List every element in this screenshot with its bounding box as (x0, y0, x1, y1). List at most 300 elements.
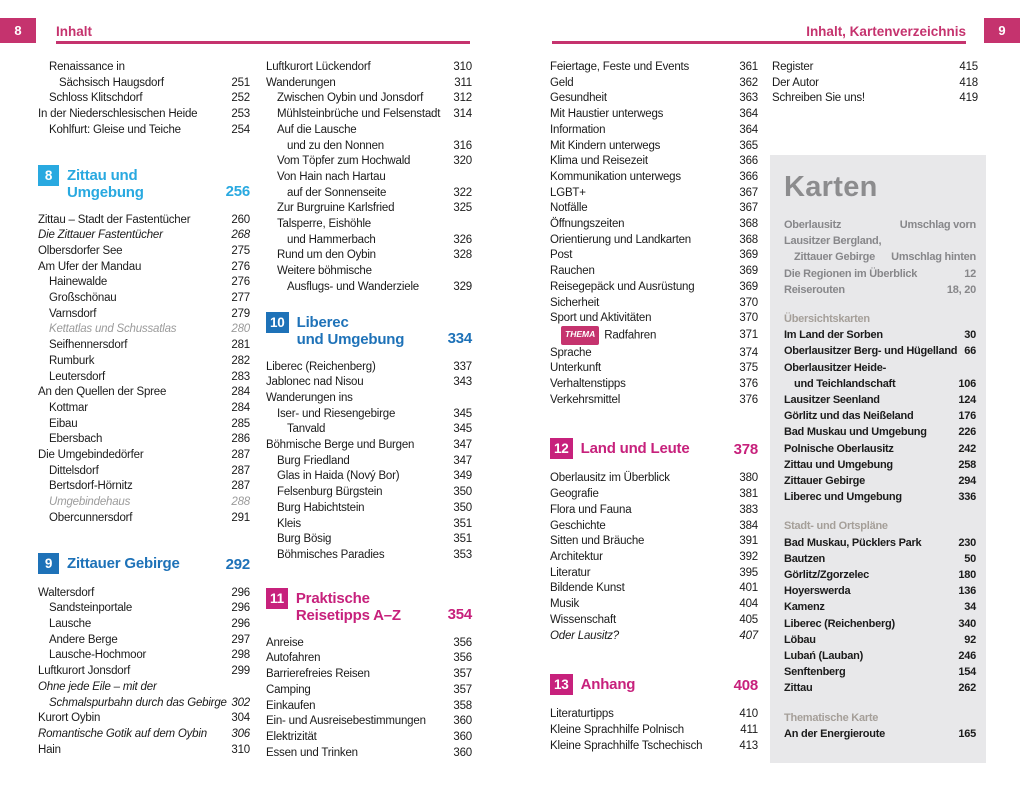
toc-entry (266, 123, 472, 139)
toc-entry (550, 503, 758, 519)
toc-entry (266, 651, 472, 667)
entry-title: Zittau – Stadt der Fastentücher (38, 213, 191, 226)
toc-entry (784, 327, 976, 343)
toc-entry (38, 244, 250, 260)
toc-entry (550, 471, 758, 487)
entry-title: Schreiben Sie uns! (772, 92, 865, 105)
entry-page-number: 279 (231, 307, 250, 320)
toc-entry (550, 248, 758, 264)
entry-title: Burg Bösig (277, 533, 332, 546)
chapter-heading (550, 674, 758, 695)
toc-column-3 (550, 60, 758, 754)
chapter-title-line: Liberec (296, 313, 349, 331)
entry-page-number: 349 (453, 470, 472, 483)
toc-entry (550, 76, 758, 92)
entry-title: Kettatlas und Schussatlas (49, 323, 177, 336)
entry-page-number: 254 (231, 123, 250, 136)
toc-entry (784, 392, 976, 408)
chapter-title (67, 165, 144, 201)
entry-title: Die Zittauer Fastentücher (38, 229, 163, 242)
entry-title: Görlitz und das Neißeland (784, 410, 914, 423)
entry-page-number: 285 (231, 417, 250, 430)
entry-title: Essen und Trinken (266, 746, 358, 759)
toc-entry (784, 457, 976, 473)
chapter-page-number: 378 (733, 441, 758, 459)
entry-title: Am Ufer der Mandau (38, 260, 142, 273)
toc-entry (266, 391, 472, 407)
entry-title: Oberlausitz im Überblick (550, 472, 670, 485)
entry-title: Gesundheit (550, 92, 607, 105)
toc-entry (38, 743, 250, 759)
entry-page-number: 366 (739, 170, 758, 183)
entry-title: Musik (550, 598, 580, 611)
toc-entry (550, 534, 758, 550)
entry-title: Mit Haustier unterwegs (550, 108, 664, 121)
entry-page-number: 364 (739, 108, 758, 121)
toc-entry (784, 249, 976, 265)
toc-entry (38, 338, 250, 354)
entry-title: Ebersbach (49, 433, 103, 446)
entry-page-number: 369 (739, 249, 758, 262)
chapter-page-number: 354 (447, 605, 472, 623)
entry-title: Geld (550, 76, 574, 89)
entry-title: Bad Muskau, Pücklers Park (784, 536, 922, 549)
entry-page-number: 165 (958, 727, 976, 740)
toc-entry (266, 683, 472, 699)
toc-entry (550, 707, 758, 723)
entry-title: Kleine Sprachhilfe Tschechisch (550, 739, 703, 752)
entry-page-number: 306 (231, 727, 250, 740)
entry-title: Oder Lausitz? (550, 629, 619, 642)
entry-page-number: 375 (739, 362, 758, 375)
entry-page-number: 316 (453, 139, 472, 152)
entry-title: Post (550, 249, 573, 262)
toc-entry (550, 566, 758, 582)
entry-page-number: 411 (740, 723, 758, 736)
entry-title: Hainewalde (49, 276, 108, 289)
spacer (38, 139, 250, 159)
entry-title: Oberlausitz (784, 219, 842, 231)
entry-title: Elektrizität (266, 730, 317, 743)
toc-entry (266, 139, 472, 155)
entry-page-number: 356 (453, 652, 472, 665)
entry-title: Luftkurort Lückendorf (266, 61, 371, 73)
entry-page-number: 280 (231, 323, 250, 336)
entry-page-number: 124 (958, 394, 976, 407)
entry-page-number: 326 (453, 233, 472, 246)
entry-page-number: 418 (959, 76, 978, 89)
entry-page-number: 395 (739, 566, 758, 579)
entry-title: Die Regionen im Überblick (784, 267, 918, 280)
entry-title: Architektur (550, 550, 603, 563)
entry-page-number: 357 (453, 683, 472, 696)
toc-entry (38, 464, 250, 480)
entry-title: Renaissance in (49, 61, 125, 73)
entry-page-number: 345 (453, 423, 472, 436)
toc-entry (266, 375, 472, 391)
entry-page-number: 350 (453, 501, 472, 514)
chapter-title (296, 588, 401, 624)
toc-entry (38, 307, 250, 323)
entry-title: Lausitzer Bergland, (784, 235, 882, 248)
entry-page-number: 401 (739, 582, 758, 595)
toc-entry (38, 385, 250, 401)
toc-entry (550, 280, 758, 296)
entry-page-number: 340 (958, 617, 976, 630)
toc-entry (550, 739, 758, 755)
chapter-number-badge: 13 (550, 674, 573, 695)
entry-title: Im Land der Sorben (784, 329, 883, 342)
toc-entry (38, 275, 250, 291)
entry-title: Lubań (Lauban) (784, 650, 863, 663)
toc-entry (784, 680, 976, 696)
entry-page-number: 302 (231, 696, 250, 709)
chapter-heading (266, 312, 472, 348)
entry-title: Ausflugs- und Wanderziele (287, 280, 420, 293)
entry-title: Weitere böhmische (277, 265, 372, 278)
toc-entry (550, 154, 758, 170)
toc-entry (266, 746, 472, 762)
maps-index-box (770, 155, 986, 763)
entry-page-number: 291 (231, 511, 250, 524)
entry-page-number: 356 (453, 636, 472, 649)
entry-title: Register (772, 61, 814, 73)
toc-entry (38, 432, 250, 448)
entry-page-number: 276 (231, 260, 250, 273)
toc-entry (38, 727, 250, 743)
toc-entry (266, 170, 472, 186)
toc-entry (266, 667, 472, 683)
entry-page-number: 310 (231, 743, 250, 756)
toc-entry (38, 586, 250, 602)
entry-title: Romantische Gotik auf dem Oybin (38, 727, 207, 740)
entry-title: Dittelsdorf (49, 464, 99, 477)
toc-entry (266, 422, 472, 438)
entry-title: Sport und Aktivitäten (550, 312, 652, 325)
toc-entry (550, 296, 758, 312)
toc-entry (38, 696, 250, 712)
spacer (266, 296, 472, 306)
entry-page-number: 320 (453, 155, 472, 168)
entry-title: Camping (266, 683, 311, 696)
toc-entry (772, 91, 978, 107)
entry-page-number: 136 (958, 585, 976, 598)
toc-entry (266, 636, 472, 652)
toc-entry (550, 139, 758, 155)
entry-page-number: 66 (964, 345, 976, 358)
toc-entry (38, 448, 250, 464)
entry-page-number: 369 (739, 280, 758, 293)
header-rule-right (552, 41, 966, 44)
chapter-heading (266, 588, 472, 624)
entry-title: Mit Kindern unterwegs (550, 139, 661, 152)
entry-title: Burg Habichtstein (277, 501, 365, 514)
entry-page-number: 251 (231, 76, 250, 89)
chapter-heading (38, 165, 250, 201)
entry-title: Senftenberg (784, 666, 846, 679)
toc-entry (550, 393, 758, 409)
entry-page-number: 18, 20 (946, 283, 976, 296)
entry-page-number: 268 (231, 229, 250, 242)
entry-title: Großschönau (49, 292, 117, 305)
entry-page-number: 282 (231, 354, 250, 367)
entry-page-number: 384 (739, 519, 758, 532)
toc-entry (38, 511, 250, 527)
entry-title: Geschichte (550, 519, 606, 532)
entry-title: Thematische Karte (784, 711, 879, 724)
entry-title: Kommunikation unterwegs (550, 170, 681, 183)
chapter-page-number: 408 (733, 677, 758, 695)
toc-entry (784, 408, 976, 424)
entry-title: An den Quellen der Spree (38, 386, 167, 399)
page-number-tab-right: 9 (984, 18, 1020, 43)
chapter-number-badge: 11 (266, 588, 288, 609)
entry-page-number: 12 (964, 267, 976, 280)
entry-page-number: 226 (958, 426, 976, 439)
header-rule-left (56, 41, 470, 44)
toc-entry (784, 473, 976, 489)
toc-entry (772, 60, 978, 76)
entry-page-number: 294 (958, 475, 976, 488)
entry-page-number: 322 (453, 186, 472, 199)
toc-entry (266, 469, 472, 485)
entry-title: Übersichtskarten (784, 313, 870, 326)
toc-entry (266, 233, 472, 249)
entry-title: Notfälle (550, 202, 588, 215)
entry-page-number: 404 (739, 598, 758, 611)
toc-entry (266, 485, 472, 501)
entry-title: Liberec und Umgebung (784, 491, 902, 504)
entry-title: Hain (38, 743, 61, 756)
entry-title: Hoyerswerda (784, 585, 851, 598)
entry-page-number: 284 (231, 401, 250, 414)
entry-page-number: 328 (453, 249, 472, 262)
entry-page-number: 367 (739, 202, 758, 215)
entry-title: Wanderungen ins (266, 391, 353, 404)
toc-entry (784, 441, 976, 457)
entry-page-number: 283 (231, 370, 250, 383)
entry-page-number: 258 (958, 458, 976, 471)
toc-entry (266, 407, 472, 423)
toc-entry (550, 487, 758, 503)
entry-title: An der Energieroute (784, 727, 885, 740)
entry-title: Verhaltenstipps (550, 378, 626, 391)
toc-entry (550, 519, 758, 535)
toc-entry (38, 60, 250, 76)
entry-title: Kurort Oybin (38, 712, 101, 725)
entry-page-number: 368 (739, 218, 758, 231)
chapter-title-line: Zittau und (67, 166, 138, 184)
entry-title: Von Hain nach Hartau (277, 170, 386, 183)
entry-title: Talsperre, Eishöhle (277, 218, 372, 231)
entry-page-number: 176 (958, 410, 976, 423)
entry-title: Ein- und Ausreisebestimmungen (266, 715, 426, 728)
entry-title: Kleine Sprachhilfe Polnisch (550, 723, 684, 736)
toc-entry (784, 632, 976, 648)
entry-page-number: 391 (739, 535, 758, 548)
entry-title: Waltersdorf (38, 586, 95, 599)
entry-page-number: 380 (739, 472, 758, 485)
toc-entry (550, 327, 758, 346)
entry-title: Vom Töpfer zum Hochwald (277, 155, 411, 168)
chapter-number-badge: 12 (550, 438, 573, 459)
entry-page-number: 242 (958, 442, 976, 455)
entry-page-number: 357 (453, 668, 472, 681)
entry-page-number: 368 (739, 233, 758, 246)
entry-page-number: 284 (231, 386, 250, 399)
entry-title: In der Niederschlesischen Heide (38, 108, 198, 121)
entry-title: Lausche (49, 617, 92, 630)
entry-page-number: 299 (231, 665, 250, 678)
entry-page-number: 369 (739, 265, 758, 278)
toc-entry (784, 616, 976, 632)
entry-title: Kottmar (49, 401, 88, 414)
toc-entry (784, 648, 976, 664)
entry-title: Zittau (784, 682, 813, 695)
toc-entry (266, 532, 472, 548)
entry-page-number: 370 (739, 312, 758, 325)
entry-page-number: 92 (964, 633, 976, 646)
spacer (550, 644, 758, 668)
toc-entry (784, 664, 976, 680)
chapter-title-line: Zittauer Gebirge (67, 554, 180, 572)
entry-page-number: 252 (231, 92, 250, 105)
toc-entry (38, 107, 250, 123)
entry-page-number: 362 (739, 76, 758, 89)
toc-entry (550, 550, 758, 566)
entry-title: LGBT+ (550, 186, 586, 199)
toc-entry (784, 583, 976, 599)
entry-title: Iser- und Riesengebirge (277, 407, 396, 420)
toc-entry (784, 266, 976, 282)
entry-title: Polnische Oberlausitz (784, 442, 894, 455)
entry-title: Jablonec nad Nisou (266, 376, 364, 389)
entry-page-number: 288 (231, 496, 250, 509)
entry-page-number: 276 (231, 276, 250, 289)
entry-title: und Hammerbach (287, 233, 376, 246)
entry-title: Rund um den Oybin (277, 249, 376, 262)
chapter-title (581, 674, 636, 693)
entry-page-number: 275 (231, 244, 250, 257)
entry-title: Sprache (550, 346, 592, 359)
toc-entry (266, 76, 472, 92)
toc-entry (38, 228, 250, 244)
toc-entry (784, 424, 976, 440)
toc-entry (784, 282, 976, 298)
entry-page-number: 392 (739, 550, 758, 563)
entry-title: Bildende Kunst (550, 582, 625, 595)
toc-entry (38, 91, 250, 107)
entry-page-number: 353 (453, 548, 472, 561)
entry-page-number: 345 (453, 407, 472, 420)
entry-title: Ohne jede Eile – mit der (38, 680, 157, 693)
spacer (266, 564, 472, 582)
entry-title: auf der Sonnenseite (287, 186, 387, 199)
entry-title: Schmalspurbahn durch das Gebirge (49, 696, 227, 709)
toc-column-4 (772, 60, 978, 107)
toc-entry (784, 233, 976, 249)
entry-title: Andere Berge (49, 633, 118, 646)
toc-entry (550, 613, 758, 629)
entry-title: Zur Burgruine Karlsfried (277, 202, 395, 215)
entry-title: Kleis (277, 517, 301, 530)
entry-page-number: 325 (453, 202, 472, 215)
toc-entry (266, 517, 472, 533)
entry-title: Seifhennersdorf (49, 339, 128, 352)
toc-entry (784, 376, 976, 392)
chapter-title-line: Anhang (580, 676, 636, 694)
toc-entry (38, 495, 250, 511)
entry-title: Mühlsteinbrüche und Felsenstadt (277, 108, 441, 121)
toc-entry (266, 699, 472, 715)
toc-entry (266, 186, 472, 202)
entry-title: Liberec (Reichenberg) (266, 360, 376, 373)
toc-entry (38, 213, 250, 229)
entry-page-number: 287 (231, 480, 250, 493)
entry-page-number: 277 (231, 292, 250, 305)
entry-title: und Teichlandschaft (794, 377, 896, 390)
entry-title: Zittauer Gebirge (784, 475, 865, 488)
toc-entry (38, 711, 250, 727)
entry-title: Wissenschaft (550, 613, 616, 626)
maps-index-title: Karten (784, 171, 878, 203)
chapter-number-badge: 9 (38, 553, 59, 574)
entry-title: Auf die Lausche (277, 123, 357, 136)
toc-entry (266, 360, 472, 376)
toc-entry (266, 217, 472, 233)
entry-page-number: 370 (739, 296, 758, 309)
chapter-number-badge: 8 (38, 165, 59, 186)
toc-entry (266, 714, 472, 730)
entry-page-number: 376 (739, 378, 758, 391)
entry-page-number: 366 (739, 155, 758, 168)
entry-title: Eibau (49, 417, 78, 430)
entry-title: Reiserouten (784, 283, 845, 296)
entry-title: Tanvald (287, 423, 326, 436)
entry-title: Luftkurort Jonsdorf (38, 665, 131, 678)
spacer (38, 527, 250, 547)
entry-page-number: 310 (453, 61, 472, 73)
map-group-header (784, 710, 976, 726)
entry-page-number: 351 (453, 517, 472, 530)
entry-title: Leutersdorf (49, 370, 105, 383)
entry-title: Barrierefreies Reisen (266, 668, 370, 681)
entry-title: Bad Muskau und Umgebung (784, 426, 927, 439)
toc-entry (550, 581, 758, 597)
entry-title: Zwischen Oybin und Jonsdorf (277, 92, 424, 105)
entry-page-number: 367 (739, 186, 758, 199)
entry-page-number: Umschlag vorn (899, 219, 976, 231)
entry-title: Verkehrsmittel (550, 393, 621, 406)
entry-title: Stadt- und Ortspläne (784, 520, 888, 533)
entry-page-number: 296 (231, 586, 250, 599)
toc-column-2 (266, 60, 472, 761)
toc-entry (784, 489, 976, 505)
entry-page-number: 360 (453, 730, 472, 743)
toc-entry (266, 730, 472, 746)
entry-page-number: 358 (453, 699, 472, 712)
toc-entry (550, 311, 758, 327)
toc-entry (38, 617, 250, 633)
entry-title: Anreise (266, 636, 304, 649)
entry-page-number: 364 (739, 123, 758, 136)
chapter-title (581, 438, 690, 457)
entry-page-number: 405 (739, 613, 758, 626)
entry-page-number: 298 (231, 649, 250, 662)
spacer (550, 408, 758, 432)
entry-page-number: 253 (231, 108, 250, 121)
toc-entry (550, 361, 758, 377)
